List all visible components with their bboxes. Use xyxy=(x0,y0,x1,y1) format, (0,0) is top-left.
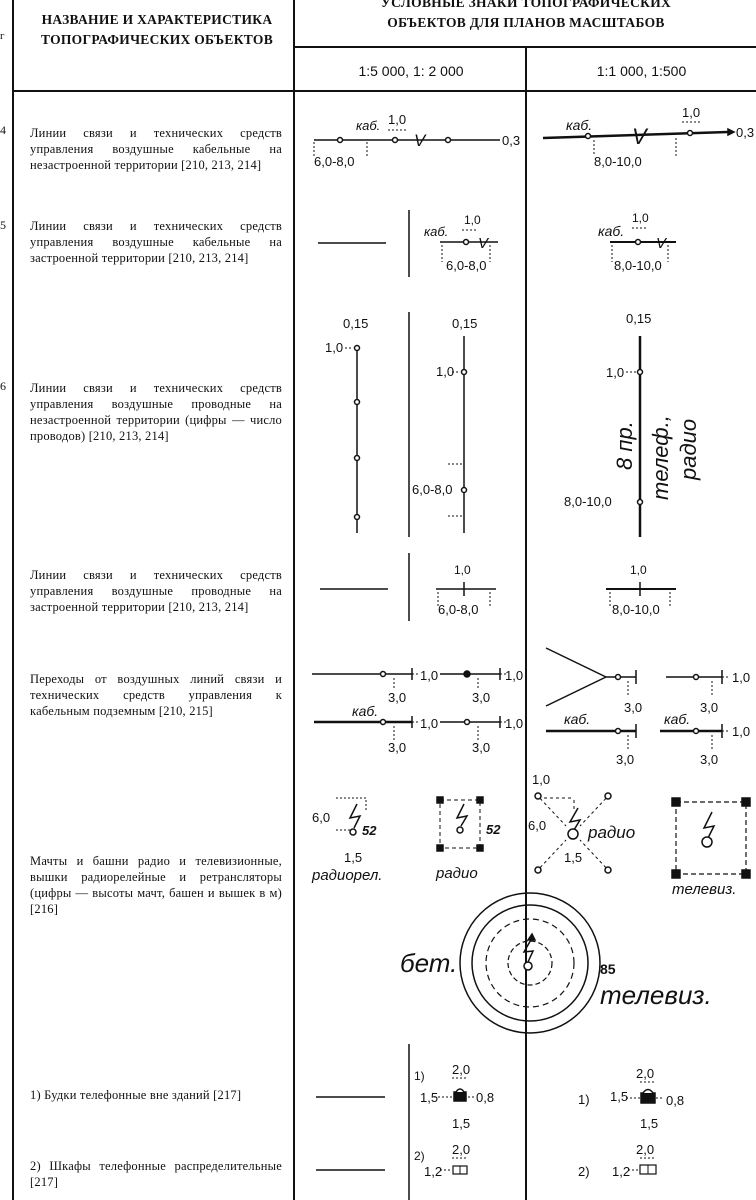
symbol-tv-tower xyxy=(400,893,712,1033)
row-description: Линии связи и технических средств управления воздушные кабельные на застроенной территории [210, 213, 214] xyxy=(30,219,282,265)
label-dim: 2,0 xyxy=(636,1142,655,1157)
label-dim: 1,5 xyxy=(610,1089,629,1104)
label-item-number: 2) xyxy=(414,1149,425,1163)
name-header-line1: НАЗВАНИЕ И ХАРАКТЕРИСТИКА xyxy=(41,12,273,27)
label-dim: 1,0 xyxy=(532,772,551,787)
label-dim: 1,2 xyxy=(424,1164,443,1179)
symbol-radio-mast-small xyxy=(435,797,501,882)
symbol-wired-undeveloped-1 xyxy=(325,316,368,533)
label-telef: телеф., xyxy=(648,415,673,500)
row-description: Линии связи и технических средств управления воздушные проводные на застроенной территории [210, 213, 214] xyxy=(30,568,282,614)
label-dim: 3,0 xyxy=(388,690,407,705)
symbol-radio-mast-large xyxy=(528,772,635,873)
row-description: 1) Будки телефонные вне зданий [217] xyxy=(30,1088,242,1102)
row-description: 2) Шкафы телефонные распределительные [217] xyxy=(30,1159,282,1189)
label-dim: 1,2 xyxy=(612,1164,631,1179)
symbol-transition-5 xyxy=(546,648,642,715)
label-dim: 0,15 xyxy=(452,316,478,331)
label-dim: 1,0 xyxy=(420,668,439,683)
row-number: 6 xyxy=(0,379,6,393)
symbol-transition-6 xyxy=(666,670,750,715)
symbol-transition-4 xyxy=(440,716,523,755)
label-dim: 1,0 xyxy=(464,213,481,227)
label-dim: 1,0 xyxy=(325,340,344,355)
symbol-phone-cabinet-small xyxy=(414,1142,470,1179)
label-dim: 0,15 xyxy=(343,316,369,331)
label-kab: каб. xyxy=(356,118,381,133)
label-dim: 0,15 xyxy=(626,311,652,326)
label-bet: бет. xyxy=(400,948,458,978)
symbol-transition-1 xyxy=(312,668,438,705)
label-item-number: 1) xyxy=(578,1092,590,1107)
label-dim: 3,0 xyxy=(388,740,407,755)
symbol-wired-undeveloped-3 xyxy=(564,311,701,537)
label-dim: 1,0 xyxy=(606,365,625,380)
label-radio: радио xyxy=(676,418,701,480)
label-dim: 1,0 xyxy=(388,112,407,127)
label-dim: 0,8 xyxy=(666,1093,685,1108)
symbol-cable-developed-large xyxy=(598,211,676,273)
scale-header-1: 1:5 000, 1: 2 000 xyxy=(358,63,464,79)
symbol-cable-undeveloped-large xyxy=(543,105,754,169)
label-dim: 2,0 xyxy=(452,1062,471,1077)
label-televiz: телевиз. xyxy=(600,980,712,1010)
symbol-wired-developed-large xyxy=(606,563,676,617)
label-dim: 1,0 xyxy=(732,724,751,739)
label-dim: 2,0 xyxy=(452,1142,471,1157)
label-dim: 3,0 xyxy=(624,700,643,715)
label-dim: 1,0 xyxy=(732,670,751,685)
label-dim: 0,3 xyxy=(502,133,521,148)
label-range: 6,0-8,0 xyxy=(438,602,479,617)
label-range: 8,0-10,0 xyxy=(614,258,662,273)
symbol-tv-mast-large xyxy=(672,798,750,898)
label-dim: 1,0 xyxy=(436,364,455,379)
label-v: V xyxy=(656,235,667,252)
label-televiz: телевиз. xyxy=(672,881,737,898)
row-number: 4 xyxy=(0,123,6,137)
label-v: V xyxy=(414,131,426,150)
label-dim: 1,5 xyxy=(420,1090,439,1105)
label-v: V xyxy=(478,235,489,252)
label-kab: каб. xyxy=(564,711,591,727)
symbol-wired-developed-small xyxy=(436,563,496,617)
label-dim: 3,0 xyxy=(700,700,719,715)
symbol-transition-8 xyxy=(660,711,750,767)
label-dim: 1,0 xyxy=(630,563,647,577)
label-dim: 1,0 xyxy=(420,716,439,731)
label-dim: 3,0 xyxy=(472,740,491,755)
label-dim: 3,0 xyxy=(472,690,491,705)
label-range: 6,0-8,0 xyxy=(314,154,355,169)
label-range: 8,0-10,0 xyxy=(594,154,642,169)
label-dim: 1,0 xyxy=(454,563,471,577)
label-kab: каб. xyxy=(664,711,691,727)
symbols-header-line2: ОБЪЕКТОВ ДЛЯ ПЛАНОВ МАСШТАБОВ xyxy=(387,14,665,30)
label-radio: радио xyxy=(436,865,478,882)
label-range: 6,0-8,0 xyxy=(412,482,453,497)
label-dim: 3,0 xyxy=(700,752,719,767)
label-dim: 1,5 xyxy=(452,1116,471,1131)
label-v: V xyxy=(632,124,647,149)
label-item-number: 1) xyxy=(414,1069,425,1083)
symbol-phone-booth-small xyxy=(414,1062,494,1131)
label-dim: 1,0 xyxy=(632,211,649,225)
row-description: Линии связи и технических средств управления воздушные проводные на незастроенной территории (цифры — число проводов) [210, 213, 214] xyxy=(30,381,282,443)
row-description: Линии связи и технических средств управления воздушные кабельные на незастроенной территории [210, 213, 214] xyxy=(30,126,282,172)
label-kab: каб. xyxy=(424,224,449,239)
symbol-phone-booth-large xyxy=(578,1066,684,1131)
label-dim: 1,0 xyxy=(682,105,701,120)
label-radio-rel: радиорел. xyxy=(312,867,383,884)
label-dim: 0,3 xyxy=(736,125,755,140)
label-kab: каб. xyxy=(566,117,593,133)
symbol-phone-cabinet-large xyxy=(578,1142,656,1179)
label-dim: 6,0 xyxy=(528,818,547,833)
corner-mark: г xyxy=(0,30,5,42)
label-dim: 2,0 xyxy=(636,1066,655,1081)
label-kab: каб. xyxy=(352,703,379,719)
symbol-cable-undeveloped-small xyxy=(314,112,520,169)
label-height: 52 xyxy=(486,822,501,837)
label-dim: 6,0 xyxy=(312,810,331,825)
label-range: 8,0-10,0 xyxy=(564,494,612,509)
label-range: 8,0-10,0 xyxy=(612,602,660,617)
row-description: Мачты и башни радио и телевизионные, вышки радиорелейные и ретрансляторы (цифры — высоты мачт, башен и вышек в м) [216] xyxy=(30,854,282,916)
label-wires: 8 пр. xyxy=(612,421,637,470)
label-height: 52 xyxy=(362,823,377,838)
row-description: Переходы от воздушных линий связи и технических средств управления к кабельным подземным [210, 215] xyxy=(30,672,282,718)
symbol-transition-2 xyxy=(440,668,523,705)
scale-header-2: 1:1 000, 1:500 xyxy=(596,63,687,79)
label-item-number: 2) xyxy=(578,1164,590,1179)
label-dim: 1,5 xyxy=(564,850,583,865)
label-height: 85 xyxy=(600,961,616,977)
label-kab: каб. xyxy=(598,223,625,239)
row-number: 5 xyxy=(0,218,6,232)
symbol-radio-relay-mast xyxy=(311,798,382,884)
label-dim: 1,5 xyxy=(640,1116,659,1131)
label-range: 6,0-8,0 xyxy=(446,258,487,273)
label-dim: 1,0 xyxy=(505,668,524,683)
name-header-line2: ТОПОГРАФИЧЕСКИХ ОБЪЕКТОВ xyxy=(40,31,274,47)
label-dim: 1,0 xyxy=(505,716,524,731)
label-dim: 1,5 xyxy=(344,850,363,865)
symbol-cable-developed-small xyxy=(424,213,498,273)
symbol-wired-undeveloped-2 xyxy=(412,316,477,533)
label-dim: 3,0 xyxy=(616,752,635,767)
label-radio: радио xyxy=(588,823,636,842)
symbol-transition-7 xyxy=(546,711,636,767)
symbols-header-line1: УСЛОВНЫЕ ЗНАКИ ТОПОГРАФИЧЕСКИХ xyxy=(380,0,672,10)
label-dim: 0,8 xyxy=(476,1090,495,1105)
symbol-transition-3 xyxy=(314,703,438,755)
